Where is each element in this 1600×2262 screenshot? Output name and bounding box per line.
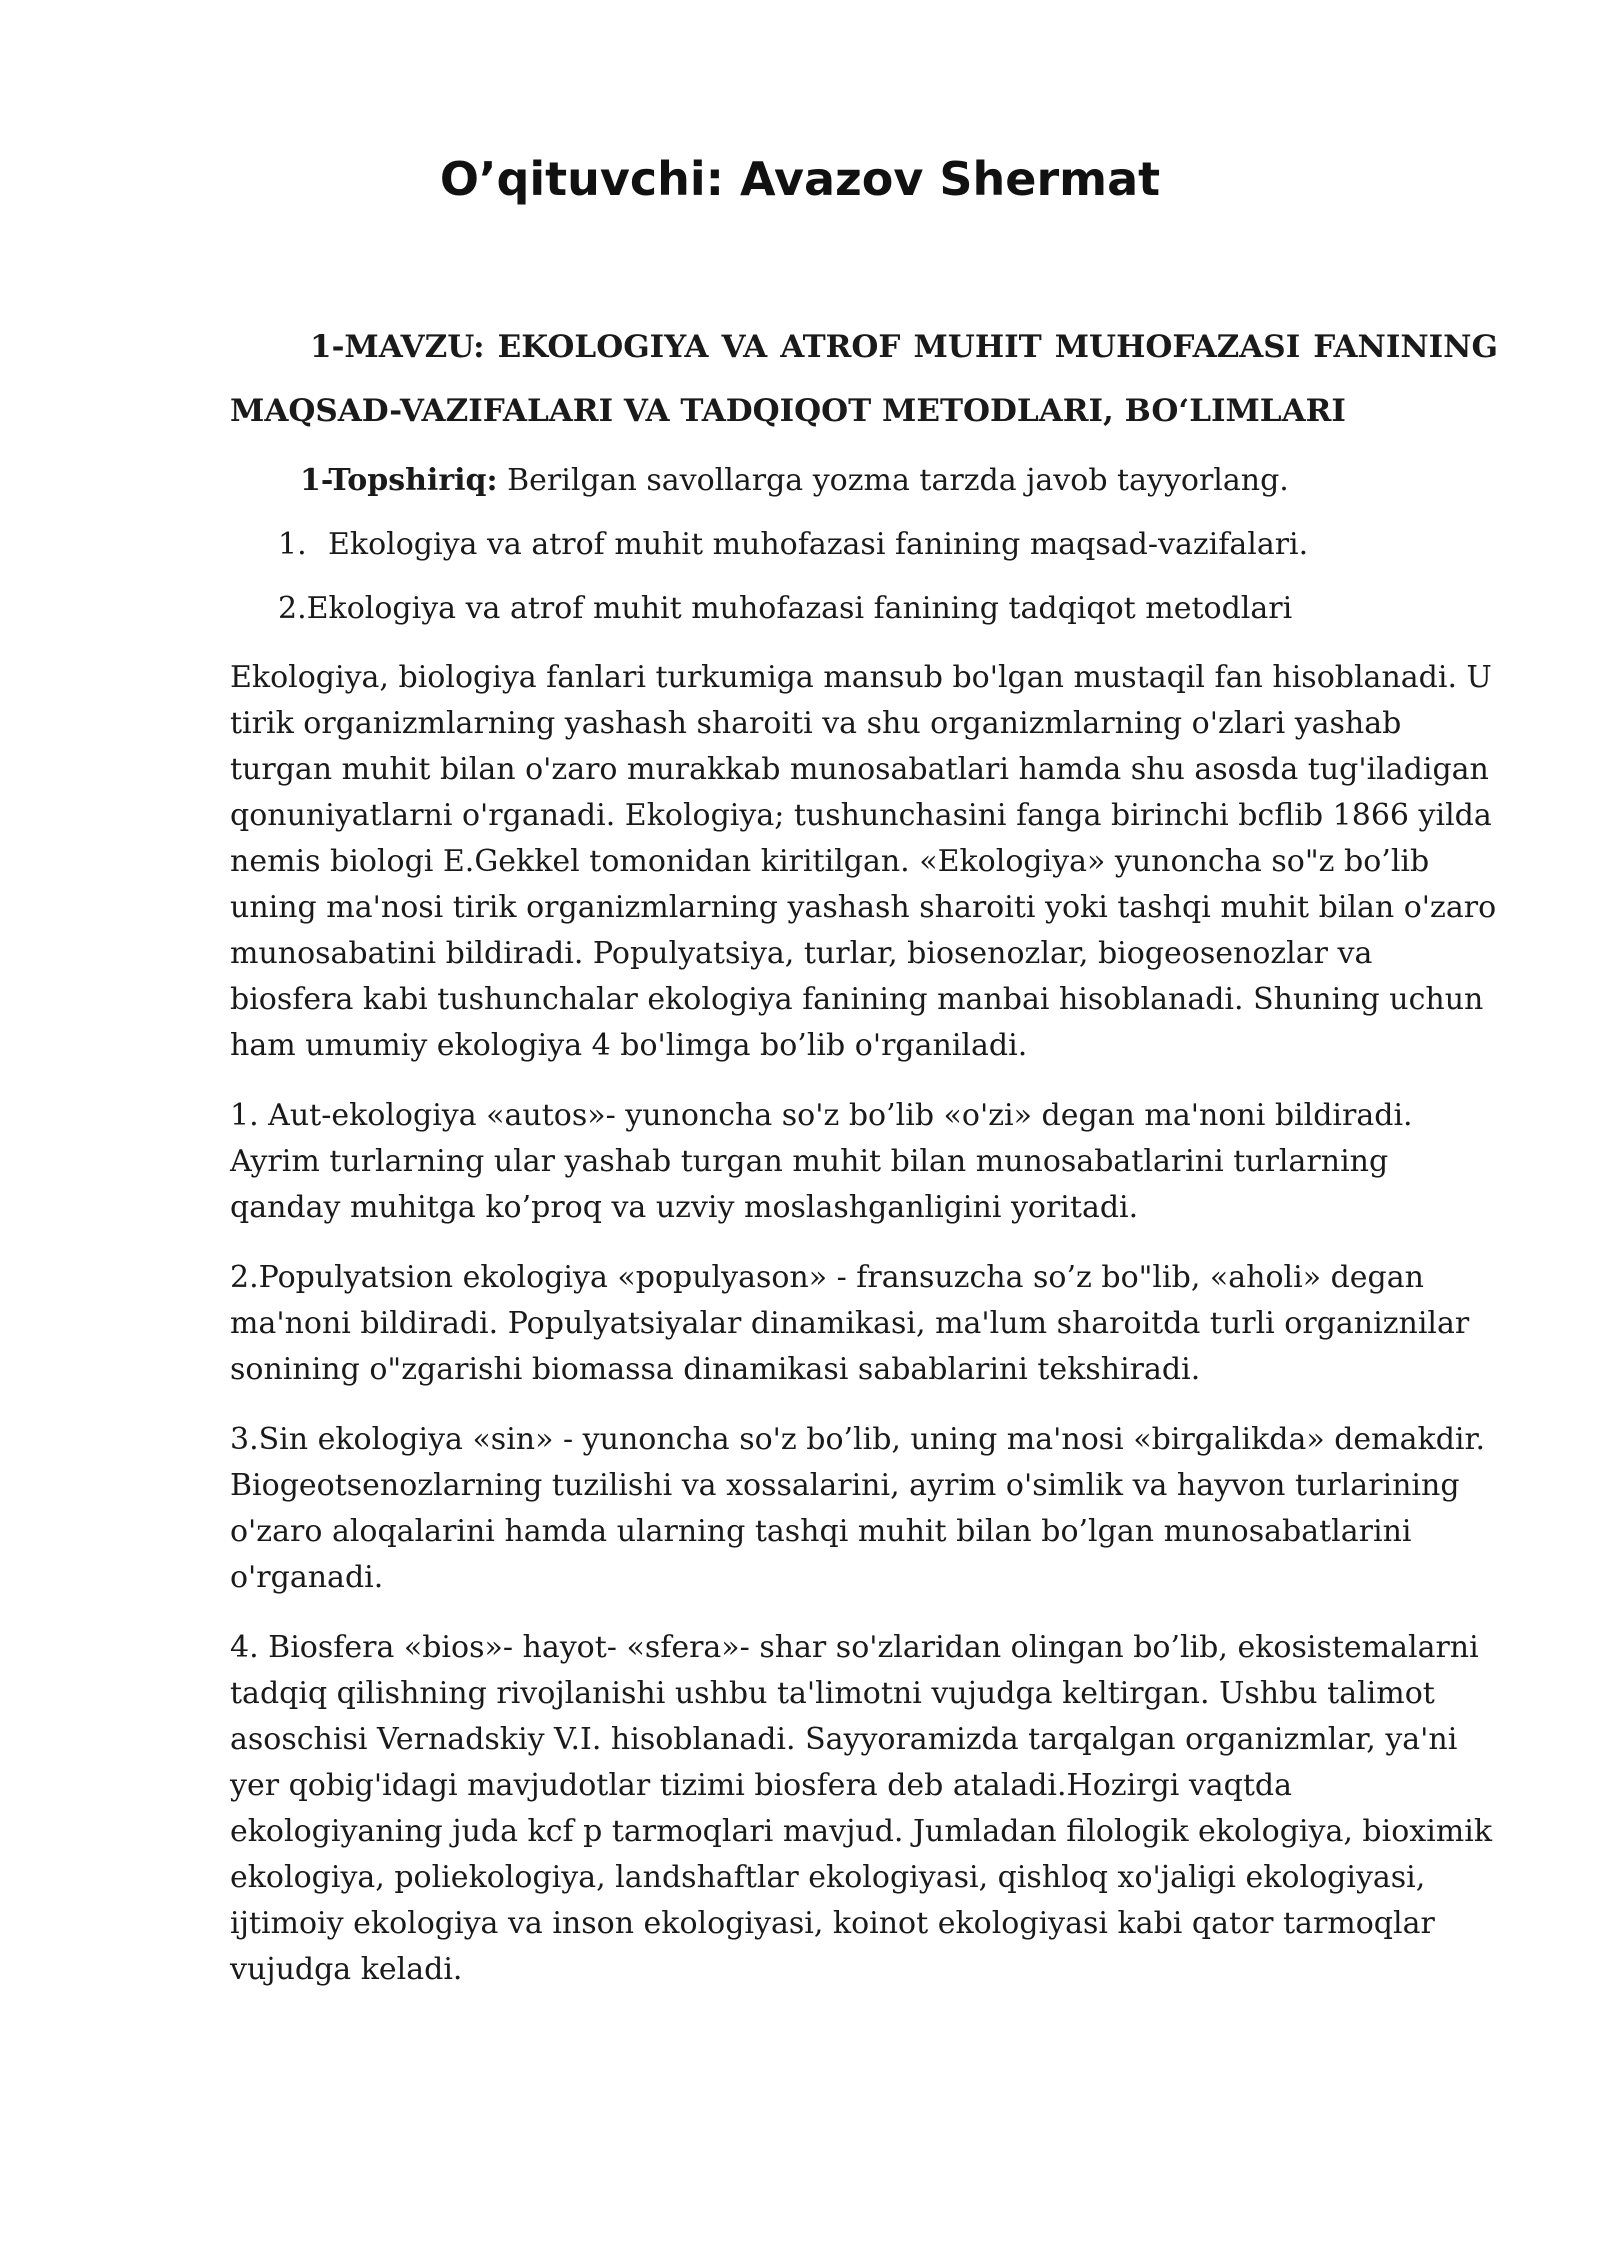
synecology-paragraph: 3.Sin ekologiya «sin» - yunoncha so'z bo’lib, uning ma'nosi «birgalikda» demakdir. Biogeotsenozlarning tuzilishi va xossalarini, ayrim o'simlik va hayvon turlarining o'zaro aloqalarini hamda ularning tashqi muhit bilan bo’lgan munosabatlarini o'rganadi. [230, 1422, 1486, 1595]
question-item [278, 513, 1498, 577]
task-text: Berilgan savollarga yozma tarzda javob tayyorlang. [497, 463, 1289, 498]
topic-heading [230, 315, 1498, 443]
question-item [278, 577, 1498, 641]
document-body [230, 315, 1498, 1993]
question-number: 1. [278, 527, 307, 562]
task-line [300, 449, 1498, 513]
task-label: 1-Topshiriq: [300, 463, 498, 498]
question-number: 2. [278, 591, 307, 626]
topic-title: 1-MAVZU: EKOLOGIYA VA ATROF MUHIT MUHOFAZASI FANINING MAQSAD-VAZIFALARI VA TADQIQOT METODLARI, BO‘LIMLARI [230, 329, 1498, 429]
biosphere-paragraph: 4. Biosfera «bios»- hayot- «sfera»- shar so'zlaridan olingan bo’lib, ekosistemalarni tadqiq qilishning rivojlanishi ushbu ta'limotni vujudga keltirgan. Ushbu talimot asoschisi Vernadskiy V.I. hisoblanadi. Sayyoramizda tarqalgan organizmlar, ya'ni yer qobig'idagi mavjudotlar tizimi biosfera deb ataladi.Hozirgi vaqtda ekologiyaning juda kcf p tarmoqlari mavjud. Jumladan filologik ekologiya, bioximik ekologiya, poliekologiya, landshaftlar ekologiyasi, qishloq xo'jaligi ekologiyasi, ijtimoiy ekologiya va inson ekologiyasi, koinot ekologiyasi kabi qator tarmoqlar vujudga keladi. [230, 1630, 1493, 1987]
population-ecology-paragraph: 2.Populyatsion ekologiya «populyason» - fransuzcha so’z bo"lib, «aholi» degan ma'noni bildiradi. Populyatsiyalar dinamikasi, ma'lum sharoitda turli organiznilar sonining o"zgarishi biomassa dinamikasi sabablarini tekshiradi. [230, 1260, 1470, 1387]
question-text: Ekologiya va atrof muhit muhofazasi fanining tadqiqot metodlari [306, 591, 1293, 626]
page-title: O’qituvchi: Avazov Shermat [439, 152, 1161, 206]
question-text: Ekologiya va atrof muhit muhofazasi fanining maqsad-vazifalari. [328, 527, 1309, 562]
intro-paragraph: Ekologiya, biologiya fanlari turkumiga mansub bo'lgan mustaqil fan hisoblanadi. U tirik organizmlarning yashash sharoiti va shu organizmlarning o'zlari yashab turgan muhit bilan o'zaro murakkab munosabatlari hamda shu asosda tug'iladigan qonuniyatlarni o'rganadi. Ekologiya; tushunchasini fanga birinchi bcflib 1866 yilda nemis biologi E.Gekkel tomonidan kiritilgan. «Ekologiya» yunoncha so"z bo’lib uning ma'nosi tirik organizmlarning yashash sharoiti yoki tashqi muhit bilan o'zaro munosabatini bildiradi. Populyatsiya, turlar, biosenozlar, biogeosenozlar va biosfera kabi tushunchalar ekologiya fanining manbai hisoblanadi. Shuning uchun ham umumiy ekologiya 4 bo'limga bo’lib o'rganiladi. [230, 660, 1497, 1063]
autecology-paragraph: 1. Aut-ekologiya «autos»- yunoncha so'z bo’lib «o'zi» degan ma'noni bildiradi. Ayrim turlarning ular yashab turgan muhit bilan munosabatlarini turlarning qanday muhitga ko’proq va uzviy moslashganligini yoritadi. [230, 1098, 1413, 1225]
